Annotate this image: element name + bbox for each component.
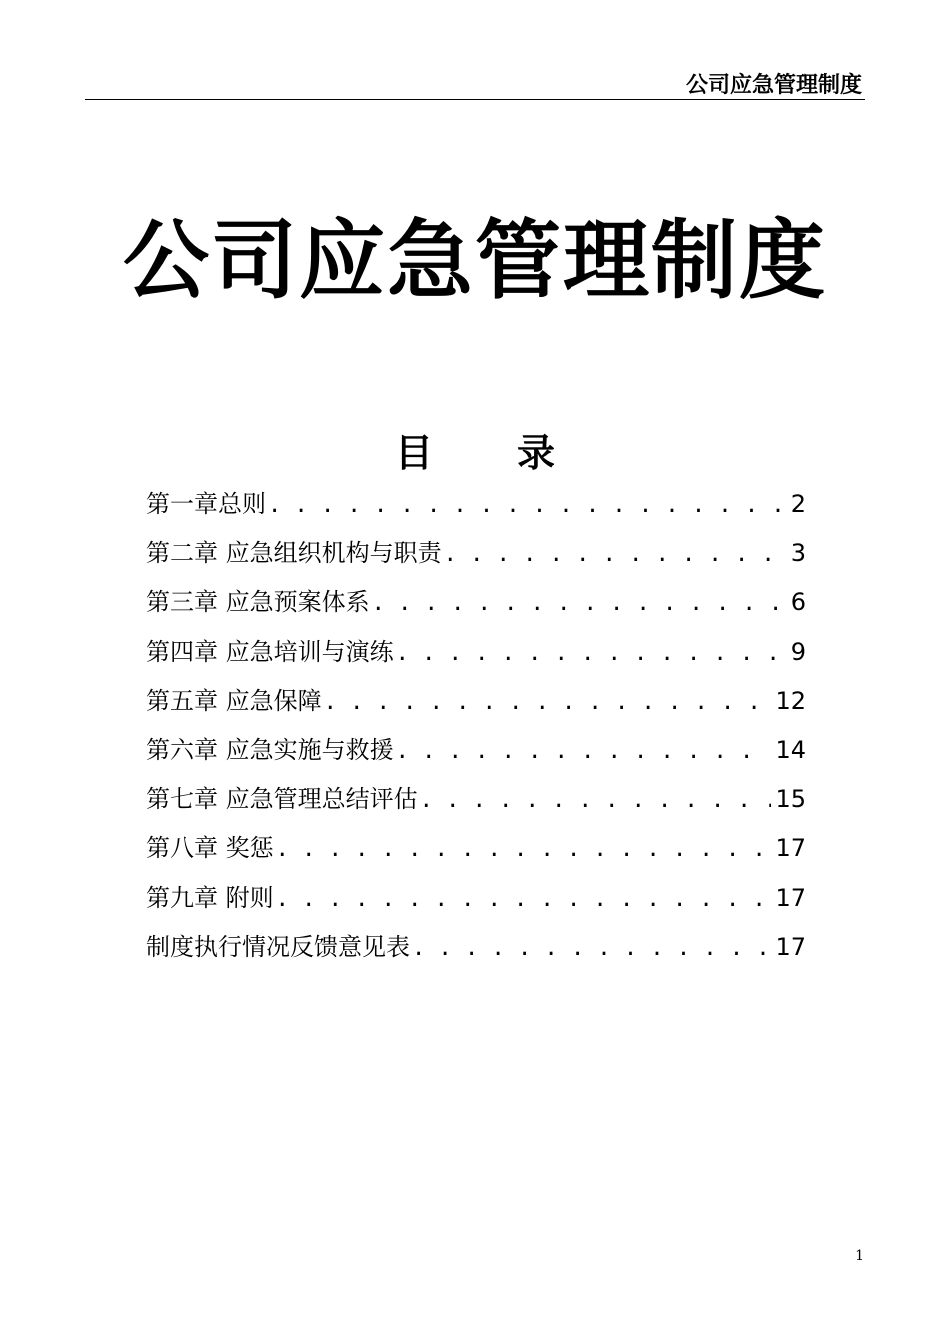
toc-entry-label: 第九章 附则 [146, 883, 274, 912]
toc-entry[interactable] [146, 927, 806, 976]
toc-entry-page: 2 [790, 490, 806, 518]
toc-entry-label: 第三章 应急预案体系 [146, 588, 370, 617]
page-number: 1 [855, 1248, 864, 1264]
toc-dot-leader [394, 739, 772, 764]
toc-entry-page: 6 [790, 588, 806, 617]
toc-entry-page: 12 [775, 686, 806, 715]
toc-entry-page: 17 [775, 834, 806, 863]
toc-entry[interactable] [146, 828, 806, 877]
toc-entry[interactable] [146, 582, 806, 631]
running-header-title: 公司应急管理制度 [685, 73, 862, 98]
toc-entry-page: 9 [790, 637, 806, 666]
toc-entry-label: 制度执行情况反馈意见表 [146, 932, 410, 961]
toc-entry-label: 第二章 应急组织机构与职责 [146, 539, 442, 568]
toc-entry[interactable] [146, 878, 806, 927]
toc-entry-page: 14 [775, 735, 806, 764]
toc-dot-leader [266, 493, 787, 518]
toc-heading-left: 目 [394, 431, 433, 475]
toc-dot-leader [274, 837, 772, 862]
toc-entry-page: 3 [790, 539, 806, 568]
toc-entry-label: 第一章总则 [146, 490, 266, 518]
toc-dot-leader [370, 591, 787, 616]
toc-entry-page: 17 [775, 932, 806, 961]
toc-heading [0, 422, 950, 477]
toc-entry-page: 15 [775, 785, 806, 814]
document-title: 公司应急管理制度 [123, 211, 827, 311]
toc-entry-page: 17 [775, 883, 806, 912]
toc-dot-leader [442, 542, 787, 567]
toc-heading-right: 录 [517, 431, 556, 475]
toc-entry-label: 第七章 应急管理总结评估 [146, 785, 418, 814]
toc-entry-label: 第四章 应急培训与演练 [146, 637, 394, 666]
toc-entry-label: 第六章 应急实施与救援 [146, 735, 394, 764]
table-of-contents [146, 484, 806, 976]
header-rule [85, 99, 865, 100]
toc-dot-leader [394, 641, 787, 666]
toc-dot-leader [274, 887, 772, 912]
toc-dot-leader [418, 788, 772, 813]
toc-entry[interactable] [146, 632, 806, 681]
toc-entry[interactable] [146, 484, 806, 533]
toc-entry[interactable] [146, 681, 806, 730]
toc-entry[interactable] [146, 779, 806, 828]
toc-entry[interactable] [146, 730, 806, 779]
toc-entry-label: 第八章 奖惩 [146, 834, 274, 863]
toc-dot-leader [322, 690, 772, 715]
toc-dot-leader [410, 936, 771, 961]
toc-entry-label: 第五章 应急保障 [146, 686, 322, 715]
toc-entry[interactable] [146, 533, 806, 582]
